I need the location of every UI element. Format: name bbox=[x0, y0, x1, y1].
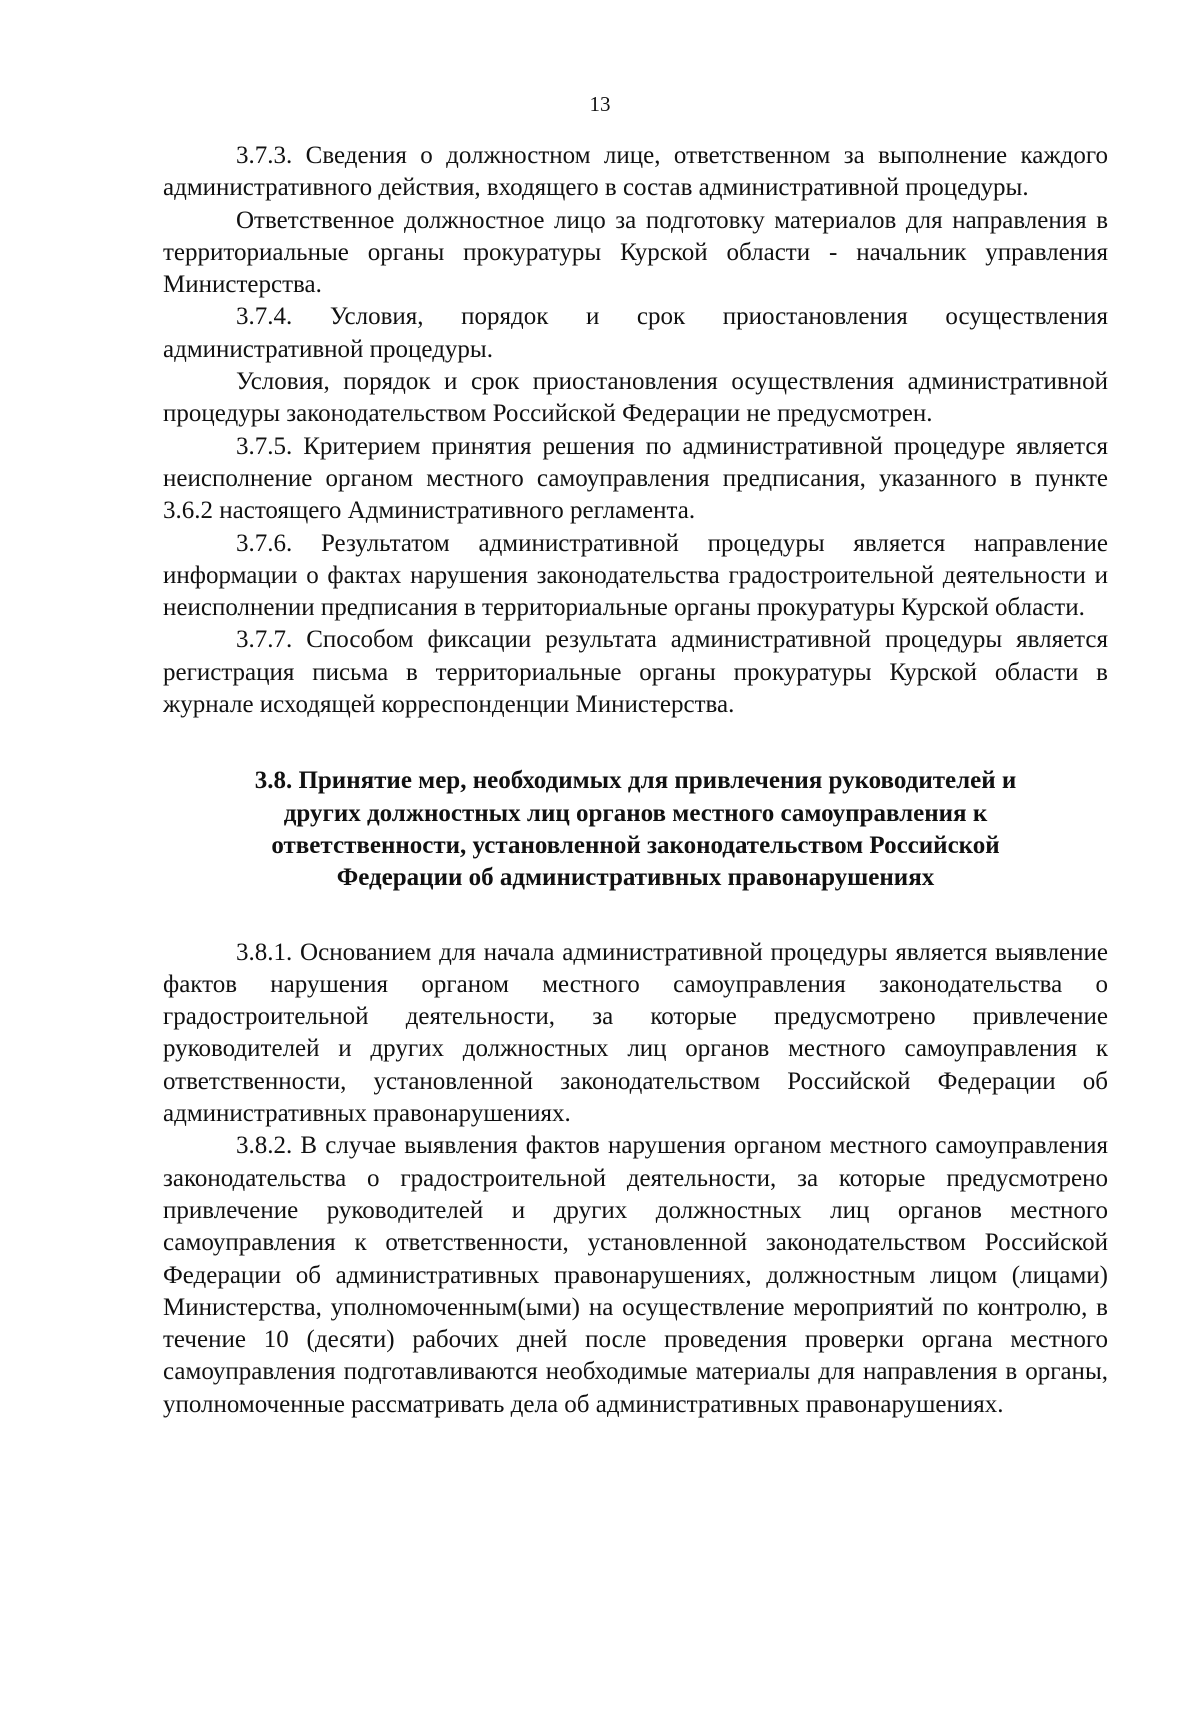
section-heading-line: 3.8. Принятие мер, необходимых для привлечения руководителей и bbox=[254, 767, 1017, 795]
paragraph-3-7-4: 3.7.4. Условия, порядок и срок приостановления осуществления административной процедуры. bbox=[163, 303, 1108, 363]
paragraph-responsible-official: Ответственное должностное лицо за подготовку материалов для направления в территориальные органы прокуратуры Курской области - начальник управления Министерства. bbox=[163, 206, 1108, 299]
paragraph-3-7-5: 3.7.5. Критерием принятия решения по административной процедуре является неисполнение органом местного самоуправления предписания, указанного в пункте 3.6.2 настоящего Административного регламента. bbox=[163, 432, 1108, 525]
paragraph-3-8-1: 3.8.1. Основанием для начала административной процедуры является выявление фактов нарушения органом местного самоуправления законодательства о градостроительной деятельности, за которые предусмотрено привлечение руководителей и других должностных лиц органов местного самоуправления к ответственности, установленной законодательством Российской Федерации об административных правонарушениях. bbox=[163, 938, 1108, 1128]
paragraph-3-7-3: 3.7.3. Сведения о должностном лице, ответственном за выполнение каждого административного действия, входящего в состав административной процедуры. bbox=[163, 142, 1108, 202]
page-number: 13 bbox=[589, 92, 611, 116]
paragraph-3-7-7: 3.7.7. Способом фиксации результата административной процедуры является регистрация письма в территориальные органы прокуратуры Курской области в журнале исходящей корреспонденции Министерства. bbox=[163, 626, 1108, 719]
section-heading-line: других должностных лиц органов местного самоуправления к bbox=[283, 799, 988, 827]
paragraph-3-7-6: 3.7.6. Результатом административной процедуры является направление информации о фактах нарушения законодательства градостроительной деятельности и неисполнении предписания в территориальные органы прокуратуры Курской области. bbox=[163, 529, 1108, 622]
section-heading-3-8 bbox=[163, 765, 1108, 936]
section-heading-line: Федерации об административных правонарушениях bbox=[336, 864, 935, 892]
paragraph-3-8-2: 3.8.2. В случае выявления фактов нарушения органом местного самоуправления законодательства о градостроительной деятельности, за которые предусмотрено привлечение руководителей и других должностных лиц органов местного самоуправления к ответственности, установленной законодательством Российской Федерации об административных правонарушениях, должностным лицом (лицами) Министерства, уполномоченным(ыми) на осуществление мероприятий по контролю, в течение 10 (десяти) рабочих дней после проведения проверки органа местного самоуправления подготавливаются необходимые материалы для направления в органы, уполномоченные рассматривать дела об административных правонарушениях. bbox=[163, 1132, 1108, 1418]
section-heading-line: ответственности, установленной законодательством Российской bbox=[271, 831, 1000, 859]
document-body bbox=[163, 140, 1108, 1421]
paragraph-suspension-conditions: Условия, порядок и срок приостановления осуществления административной процедуры законодательством Российской Федерации не предусмотрен. bbox=[163, 368, 1108, 428]
